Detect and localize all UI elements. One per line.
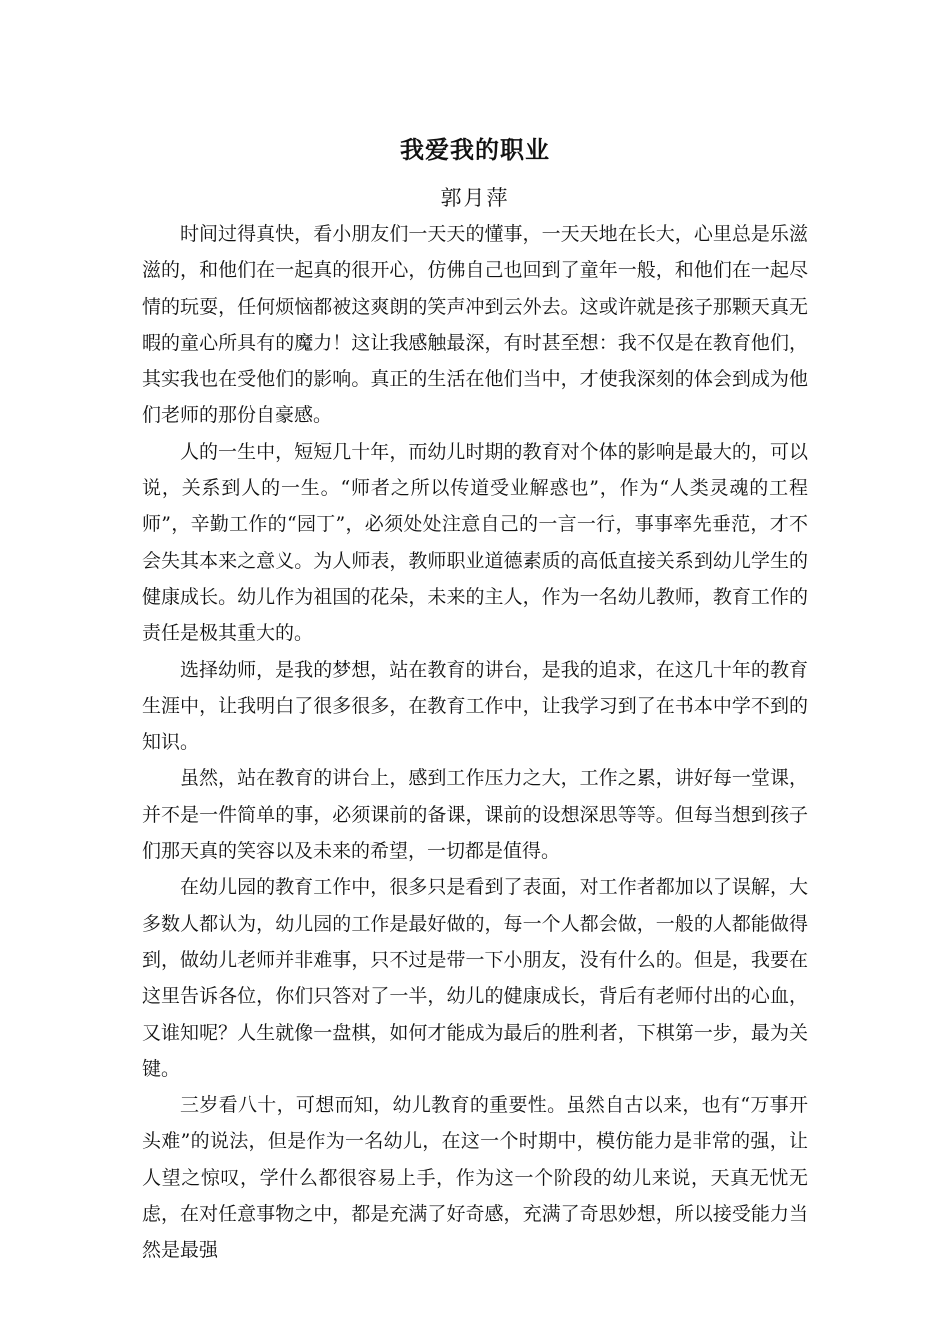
paragraph: 选择幼师，是我的梦想，站在教育的讲台，是我的追求，在这几十年的教育生涯中，让我明白了很多很多，在教育工作中，让我学习到了在书本中学不到的知识。: [142, 658, 808, 754]
paragraph: 在幼儿园的教育工作中，很多只是看到了表面，对工作者都加以了误解，大多数人都认为，幼儿园的工作是最好做的，每一个人都会做，一般的人都能做得到，做幼儿老师并非难事，只不过是带一下小朋友，没有什么的。但是，我要在这里告诉各位，你们只答对了一半，幼儿的健康成长，背后有老师付出的心血，又谁知呢？人生就像一盘棋，如何才能成为最后的胜利者，下棋第一步，最为关键。: [142, 876, 808, 1080]
paragraph: 虽然，站在教育的讲台上，感到工作压力之大，工作之累，讲好每一堂课，并不是一件简单的事，必须课前的备课，课前的设想深思等等。但每当想到孩子们那天真的笑容以及未来的希望，一切都是值得。: [142, 767, 808, 863]
document-title: 我爱我的职业: [400, 136, 550, 164]
paragraph: 三岁看八十，可想而知，幼儿教育的重要性。虽然自古以来，也有“万事开头难”的说法，但是作为一名幼儿，在这一个时期中，模仿能力是非常的强，让人望之惊叹，学什么都很容易上手，作为这一个阶段的幼儿来说，天真无忧无虑，在对任意事物之中，都是充满了好奇感，充满了奇思妙想，所以接受能力当然是最强: [142, 1094, 808, 1262]
paragraph: 时间过得真快，看小朋友们一天天的懂事，一天天地在长大，心里总是乐滋滋的，和他们在一起真的很开心，仿佛自己也回到了童年一般，和他们在一起尽情的玩耍，任何烦恼都被这爽朗的笑声冲到云外去。这或许就是孩子那颗天真无暇的童心所具有的魔力！这让我感触最深，有时甚至想：我不仅是在教育他们，其实我也在受他们的影响。真正的生活在他们当中，才使我深刻的体会到成为他们老师的那份自豪感。: [142, 223, 808, 427]
document-body: [142, 216, 808, 1269]
document-author: 郭月萍: [440, 186, 510, 210]
paragraph: 人的一生中，短短几十年，而幼儿时期的教育对个体的影响是最大的，可以说，关系到人的一生。“师者之所以传道受业解惑也”，作为“人类灵魂的工程师”，辛勤工作的“园丁”，必须处处注意自己的一言一行，事事率先垂范，才不会失其本来之意义。为人师表，教师职业道德素质的高低直接关系到幼儿学生的健康成长。幼儿作为祖国的花朵，未来的主人，作为一名幼儿教师，教育工作的责任是极其重大的。: [142, 440, 808, 645]
